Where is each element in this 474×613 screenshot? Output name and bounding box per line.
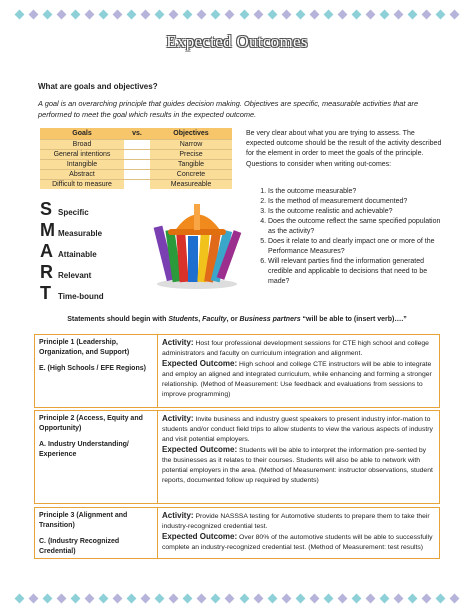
diamond-ornament: [421, 9, 431, 19]
diamond-ornament: [337, 9, 347, 19]
diamond-ornament: [57, 9, 67, 19]
principle-name: Principle 2 (Access, Equity and Opportunity): [39, 415, 143, 432]
diamond-ornament: [253, 593, 263, 603]
list-item: 2. Is the method of measurement documented?: [268, 197, 448, 207]
diamond-ornament: [197, 593, 207, 603]
diamond-ornament: [211, 593, 221, 603]
diamond-ornament: [71, 593, 81, 603]
activity-text: Host four professional development sessions for CTE high school and college administrators and faculty on curriculum integration and alignment.: [162, 340, 429, 357]
diamond-ornament: [407, 593, 417, 603]
table-row: [40, 139, 232, 149]
table-row: [40, 169, 232, 179]
activity-label: Activity:: [162, 338, 194, 347]
diamond-ornament: [155, 9, 165, 19]
principle-element: E. (High Schools / EFE Regions): [39, 365, 146, 372]
statements-instruction: Statements should begin with Students, Faculty, or Business partners “will be able to (insert verb)….”: [67, 316, 407, 323]
outcome-label: Expected Outcome:: [162, 532, 238, 541]
outcome-text: Over 80% of the automotive students will be able to successfully complete an industry-recognized credential test. (Method of Measurement: test results): [162, 534, 433, 551]
diamond-ornament: [450, 9, 460, 19]
diamond-ornament: [29, 9, 39, 19]
principle-box: [34, 410, 440, 504]
smart-word: Specific: [58, 208, 89, 217]
diamond-ornament: [309, 9, 319, 19]
diamond-ornament: [197, 9, 207, 19]
diamond-ornament: [225, 593, 235, 603]
intro-paragraph: A goal is an overarching principle that guides decision making. Objectives are specific, measurable activities that are performed to meet the goal which results in the expected outcome.: [38, 99, 419, 119]
diamond-ornament: [141, 9, 151, 19]
objective-cell: Narrow: [150, 139, 232, 149]
diamond-ornament: [295, 9, 305, 19]
diamond-ornament: [435, 9, 445, 19]
diamond-ornament: [141, 593, 151, 603]
diamond-ornament: [169, 9, 179, 19]
diamond-ornament: [267, 593, 277, 603]
smart-acronym: [40, 199, 104, 304]
diamond-ornament: [239, 593, 249, 603]
diamond-ornament: [379, 9, 389, 19]
diamond-ornament: [393, 9, 403, 19]
diamond-ornament: [337, 593, 347, 603]
diamond-ornament: [323, 593, 333, 603]
objectives-header: Objectives: [150, 128, 232, 139]
diamond-ornament: [57, 593, 67, 603]
smart-letter: S: [40, 199, 53, 219]
diamond-ornament: [365, 9, 375, 19]
activity-label: Activity:: [162, 511, 194, 520]
smart-word: Relevant: [58, 271, 92, 280]
goals-vs-objectives-table: [40, 128, 232, 189]
vs-header: vs.: [124, 128, 150, 139]
goal-cell: Intangible: [40, 159, 124, 169]
diamond-ornament: [29, 593, 39, 603]
outcome-label: Expected Outcome:: [162, 359, 238, 368]
diamond-ornament: [421, 593, 431, 603]
goal-cell: Broad: [40, 139, 124, 149]
activity-text: Provide NASSSA testing for Automotive students to prepare them to take their industry-recognized credential test.: [162, 513, 430, 530]
diamond-ornament: [15, 593, 25, 603]
goal-cell: Abstract: [40, 169, 124, 179]
list-item: 4. Does the outcome reflect the same specified population as the activity?: [268, 217, 448, 237]
questions-list: [258, 187, 448, 287]
diamond-ornament: [435, 593, 445, 603]
goals-question-heading: What are goals and objectives?: [38, 82, 158, 91]
diamond-ornament: [323, 9, 333, 19]
principle-element: C. (Industry Recognized Credential): [39, 538, 120, 555]
diamond-ornament: [85, 9, 95, 19]
diamond-ornament: [351, 593, 361, 603]
outcome-label: Expected Outcome:: [162, 445, 238, 454]
diamond-ornament: [71, 9, 81, 19]
objective-cell: Tangible: [150, 159, 232, 169]
diamond-ornament: [127, 9, 137, 19]
goal-cell: General intentions: [40, 149, 124, 159]
goals-header: Goals: [40, 128, 124, 139]
list-item: 1. Is the outcome measurable?: [268, 187, 448, 197]
diamond-ornament: [393, 593, 403, 603]
diamond-ornament: [15, 9, 25, 19]
outcome-text: High school and college CTE instructors will be able to integrate and employ an aligned and integrated curriculum, while enhancing and forming a stronger relationship. (Method of Measurement: Use feedback and evaluations from sessions to improve programming): [162, 361, 432, 398]
diamond-ornament: [99, 9, 109, 19]
diamond-ornament: [113, 9, 123, 19]
diamond-ornament: [113, 593, 123, 603]
diamond-ornament: [169, 593, 179, 603]
objective-cell: Precise: [150, 149, 232, 159]
diamond-ornament: [183, 9, 193, 19]
diamond-ornament: [225, 9, 235, 19]
principle-box: [34, 334, 440, 408]
diamond-ornament: [379, 593, 389, 603]
diamond-ornament: [155, 593, 165, 603]
diamond-ornament: [309, 593, 319, 603]
smart-letter: A: [40, 241, 53, 261]
objective-cell: Measureable: [150, 179, 232, 189]
smart-word: Time-bound: [58, 292, 104, 301]
principle-name: Principle 1 (Leadership, Organization, and Support): [39, 339, 130, 356]
list-item: 3. Is the outcome realistic and achievable?: [268, 207, 448, 217]
assessment-paragraph: Be very clear about what you are trying to assess. The expected outcome should be the result of the activity described for the element in order to meet the goals of the principle. Questions to consider when writing out-comes:: [246, 130, 442, 168]
table-row: [40, 179, 232, 189]
diamond-ornament: [295, 593, 305, 603]
diamond-ornament: [127, 593, 137, 603]
diamond-ornament: [183, 593, 193, 603]
activity-text: Invite business and industry guest speakers to present industry infor-mation to students and/or conduct field trips to allow students to view the various aspects of industry and visit potential employers.: [162, 416, 433, 443]
smart-word: Measurable: [58, 229, 103, 238]
diamond-ornament: [351, 9, 361, 19]
diamond-ornament: [43, 593, 53, 603]
books-hardhat-illustration: [152, 196, 242, 291]
table-row: [40, 159, 232, 169]
objective-cell: Concrete: [150, 169, 232, 179]
diamond-ornament: [99, 593, 109, 603]
diamond-ornament: [281, 9, 291, 19]
bottom-diamond-border: [16, 592, 458, 604]
activity-label: Activity:: [162, 414, 194, 423]
list-item: 6. Will relevant parties find the information generated credible and applicable to decisions that need to be made?: [268, 257, 448, 287]
goal-cell: Difficult to measure: [40, 179, 124, 189]
principle-box: [34, 507, 440, 559]
diamond-ornament: [407, 9, 417, 19]
smart-letter: M: [40, 220, 55, 240]
diamond-ornament: [450, 593, 460, 603]
diamond-ornament: [85, 593, 95, 603]
smart-letter: T: [40, 283, 51, 303]
diamond-ornament: [211, 9, 221, 19]
diamond-ornament: [253, 9, 263, 19]
diamond-ornament: [239, 9, 249, 19]
top-diamond-border: [16, 8, 458, 20]
list-item: 5. Does it relate to and clearly impact one or more of the Performance Measures?: [268, 237, 448, 257]
principle-name: Principle 3 (Alignment and Transition): [39, 512, 128, 529]
smart-word: Attainable: [58, 250, 97, 259]
outcome-text: Students will be able to interpret the information pre-sented by the businesses as it relates to their courses. Students will also be able to network with potential employers in the area. (Method of Measurement: instructor observations, student reports, documented follow up required by students): [162, 447, 433, 484]
diamond-ornament: [281, 593, 291, 603]
smart-letter: R: [40, 262, 53, 282]
diamond-ornament: [267, 9, 277, 19]
page-title: Expected Outcomes: [166, 32, 308, 51]
diamond-ornament: [365, 593, 375, 603]
diamond-ornament: [43, 9, 53, 19]
principle-element: A. Industry Understanding/ Experience: [39, 441, 129, 458]
table-row: [40, 149, 232, 159]
